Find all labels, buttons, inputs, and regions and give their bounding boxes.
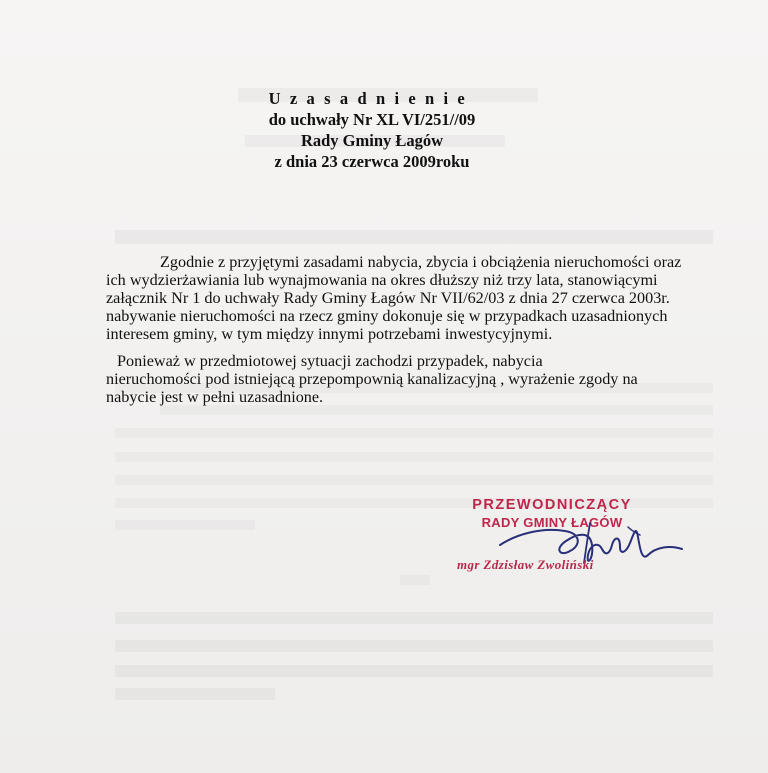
paragraph-2 — [106, 352, 702, 406]
paragraph-line: nabywanie nieruchomości na rzecz gminy dokonuje się w przypadkach uzasadnionych — [106, 307, 668, 325]
paragraph-line: Ponieważ w przedmiotowej sytuacji zachodzi przypadek, nabycia — [117, 352, 543, 370]
resolution-date: z dnia 23 czerwca 2009roku — [274, 152, 470, 171]
paragraph-line: interesem gminy, w tym między innymi potrzebami inwestycyjnymi. — [106, 325, 553, 343]
stamp-title: PRZEWODNICZĄCY — [472, 497, 632, 513]
resolution-number: do uchwały Nr XL VI/251//09 — [268, 110, 476, 129]
signature-image — [470, 505, 690, 585]
council-name: Rady Gminy Łagów — [300, 131, 444, 150]
paragraph-line: załącznik Nr 1 do uchwały Rady Gminy Łagów Nr VII/62/03 z dnia 27 czerwca 2003r. — [106, 289, 670, 307]
paragraph-line: nabycie jest w pełni uzasadnione. — [106, 388, 324, 406]
document-title: U z a s a d n i e n i e — [268, 89, 468, 108]
paragraph-line: ich wydzierżawiania lub wynajmowania na okres dłuższy niż trzy lata, stanowiącymi — [106, 271, 658, 289]
paragraph-line: nieruchomości pod istniejącą przepompownią kanalizacyjną , wyrażenie zgody na — [106, 370, 638, 388]
stamp-council: RADY GMINY ŁAGÓW — [481, 515, 623, 530]
signatory-name: mgr Zdzisław Zwoliński — [457, 557, 594, 572]
paragraph-line: Zgodnie z przyjętymi zasadami nabycia, zbycia i obciążenia nieruchomości oraz — [160, 253, 682, 271]
paragraph-1 — [106, 253, 702, 343]
